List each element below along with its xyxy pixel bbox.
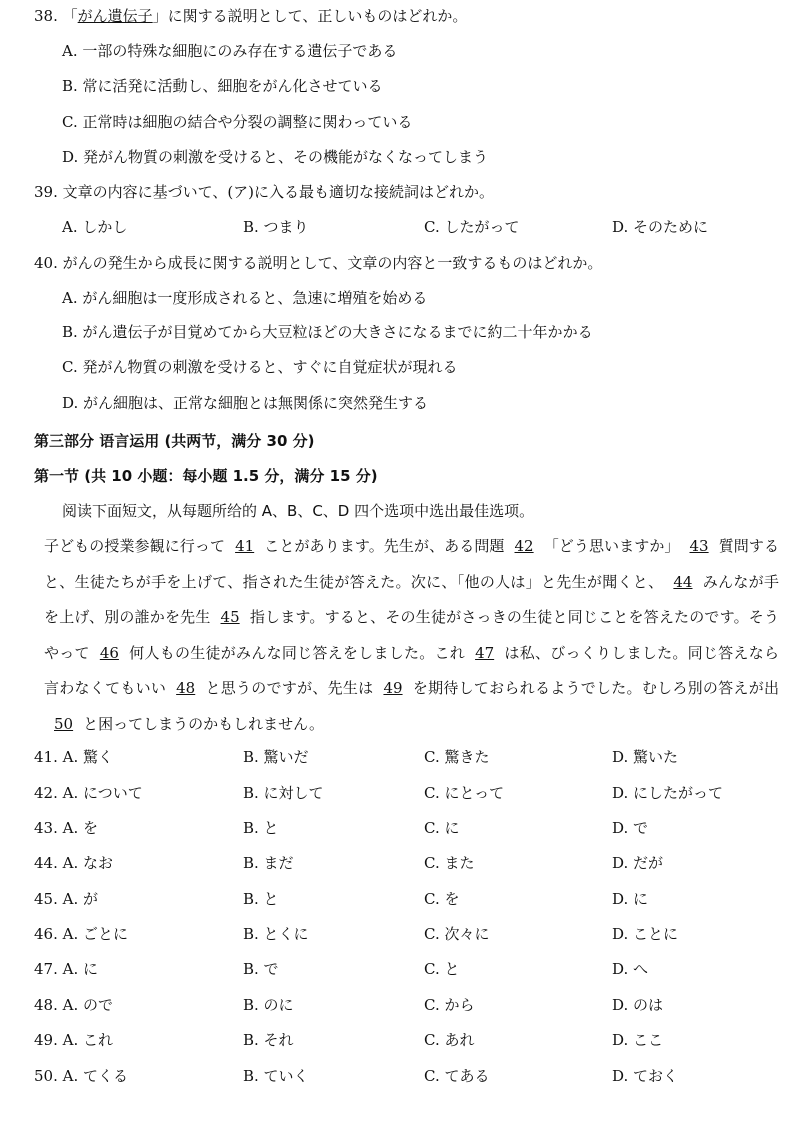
question-38-stem: [34, 6, 467, 26]
instruction: 阅读下面短文，从每题所给的 A、B、C、D 四个选项中选出最佳选项。: [62, 502, 535, 520]
q45-option-a: 45. A. が: [34, 890, 98, 908]
passage-text: と思うのですが、先生は: [205, 679, 374, 697]
section-heading: 第一节 (共 10 小题：每小题 1.5 分，满分 15 分): [34, 467, 378, 485]
q38-option-d: D. 発がん物質の刺激を受けると、その機能がなくなってしまう: [62, 148, 489, 166]
q49-option-d: D. ここ: [612, 1031, 664, 1049]
passage-text: ことがあります。先生が、ある問題: [264, 537, 505, 555]
q50-option-c: C. てある: [424, 1067, 490, 1085]
passage-text: を期待しておられるようでした。むしろ別の答えが出: [412, 679, 779, 697]
blank-45: 45: [220, 608, 240, 626]
blank-48: 48: [176, 679, 196, 697]
q46-option-b: B. とくに: [243, 925, 309, 943]
blank-44: 44: [673, 572, 693, 591]
question-number: 38.: [34, 7, 58, 25]
q44-option-c: C. また: [424, 854, 475, 872]
blank-43: 43: [689, 537, 709, 555]
q41-option-a: 41. A. 驚く: [34, 748, 113, 766]
q44-option-a: 44. A. なお: [34, 854, 113, 872]
passage-text: 質問すると、生徒たちが手を上げて、指された生徒が答えた。次に、「他の人は」と先生が聞くと、: [44, 537, 779, 591]
q43-option-a: 43. A. を: [34, 819, 98, 837]
q50-option-b: B. ていく: [243, 1067, 309, 1085]
blank-41: 41: [235, 537, 255, 555]
q48-option-a: 48. A. ので: [34, 996, 113, 1014]
q44-option-d: D. だが: [612, 854, 664, 872]
q41-option-b: B. 驚いだ: [243, 748, 309, 766]
q39-option-c: C. したがって: [424, 218, 520, 236]
quote-open: 「: [62, 7, 78, 25]
q45-option-d: D. に: [612, 890, 649, 908]
q39-option-b: B. つまり: [243, 218, 309, 236]
passage-text: と困ってしまうのかもしれません。: [83, 714, 324, 733]
q48-option-b: B. のに: [243, 996, 294, 1014]
passage-text: 「どう思いますか」: [543, 537, 680, 555]
passage-text: みんなが手を上げ、別の誰かを先生: [44, 572, 779, 626]
part-heading: 第三部分 语言运用 (共两节，满分 30 分): [34, 432, 315, 450]
q49-option-c: C. あれ: [424, 1031, 475, 1049]
question-39-stem: 39. 文章の内容に基づいて、(ア)に入る最も適切な接続詞はどれか。: [34, 183, 495, 201]
q42-option-a: 42. A. について: [34, 784, 143, 802]
passage-text: 何人もの生徒がみんな同じ答えをしました。これ: [128, 643, 466, 662]
blank-49: 49: [383, 679, 403, 697]
q40-option-b: B. がん遺伝子が目覚めてから大豆粒ほどの大きさになるまでに約二十年かかる: [62, 323, 593, 341]
cloze-passage: [44, 529, 779, 742]
q46-option-d: D. ことに: [612, 925, 679, 943]
q47-option-b: B. で: [243, 960, 279, 978]
q44-option-b: B. まだ: [243, 854, 294, 872]
q41-option-c: C. 驚きた: [424, 748, 490, 766]
q43-option-c: C. に: [424, 819, 460, 837]
q48-option-c: C. から: [424, 996, 475, 1014]
blank-50: 50: [54, 714, 74, 733]
q38-option-b: B. 常に活発に活動し、細胞をがん化させている: [62, 77, 383, 95]
q49-option-b: B. それ: [243, 1031, 294, 1049]
q43-option-d: D. で: [612, 819, 649, 837]
q40-option-a: A. がん細胞は一度形成されると、急速に増殖を始める: [62, 289, 428, 307]
q50-option-d: D. ておく: [612, 1067, 679, 1085]
q42-option-b: B. に対して: [243, 784, 324, 802]
q47-option-a: 47. A. に: [34, 960, 98, 978]
q40-option-c: C. 発がん物質の刺激を受けると、すぐに自覚症状が現れる: [62, 358, 458, 376]
q39-option-d: D. そのために: [612, 218, 709, 236]
q43-option-b: B. と: [243, 819, 279, 837]
q47-option-c: C. と: [424, 960, 460, 978]
passage-text: は私、びっくりしました。同じ答えなら言わなくてもいい: [44, 643, 779, 697]
q42-option-d: D. にしたがって: [612, 784, 724, 802]
underlined-term: がん遺伝子: [77, 7, 153, 25]
blank-42: 42: [514, 537, 534, 555]
q45-option-b: B. と: [243, 890, 279, 908]
q50-option-a: 50. A. てくる: [34, 1067, 128, 1085]
q41-option-d: D. 驚いた: [612, 748, 679, 766]
q39-option-a: A. しかし: [62, 218, 128, 236]
q45-option-c: C. を: [424, 890, 460, 908]
question-stem-rest: 」に関する説明として、正しいものはどれか。: [152, 7, 468, 25]
q48-option-d: D. のは: [612, 996, 664, 1014]
q40-option-d: D. がん細胞は、正常な細胞とは無関係に突然発生する: [62, 394, 429, 412]
blank-46: 46: [99, 643, 119, 662]
passage-text: 子どもの授業参観に行って: [44, 537, 226, 555]
blank-47: 47: [475, 643, 495, 662]
q38-option-c: C. 正常時は細胞の結合や分裂の調整に関わっている: [62, 113, 413, 131]
q46-option-c: C. 次々に: [424, 925, 490, 943]
q47-option-d: D. へ: [612, 960, 649, 978]
passage-text: 指します。すると、その生徒がさっきの生徒と同じことを答えたのです。そうやって: [44, 608, 779, 662]
q46-option-a: 46. A. ごとに: [34, 925, 128, 943]
question-40-stem: 40. がんの発生から成長に関する説明として、文章の内容と一致するものはどれか。: [34, 254, 603, 272]
q38-option-a: A. 一部の特殊な細胞にのみ存在する遺伝子である: [62, 42, 398, 60]
q49-option-a: 49. A. これ: [34, 1031, 113, 1049]
q42-option-c: C. にとって: [424, 784, 505, 802]
